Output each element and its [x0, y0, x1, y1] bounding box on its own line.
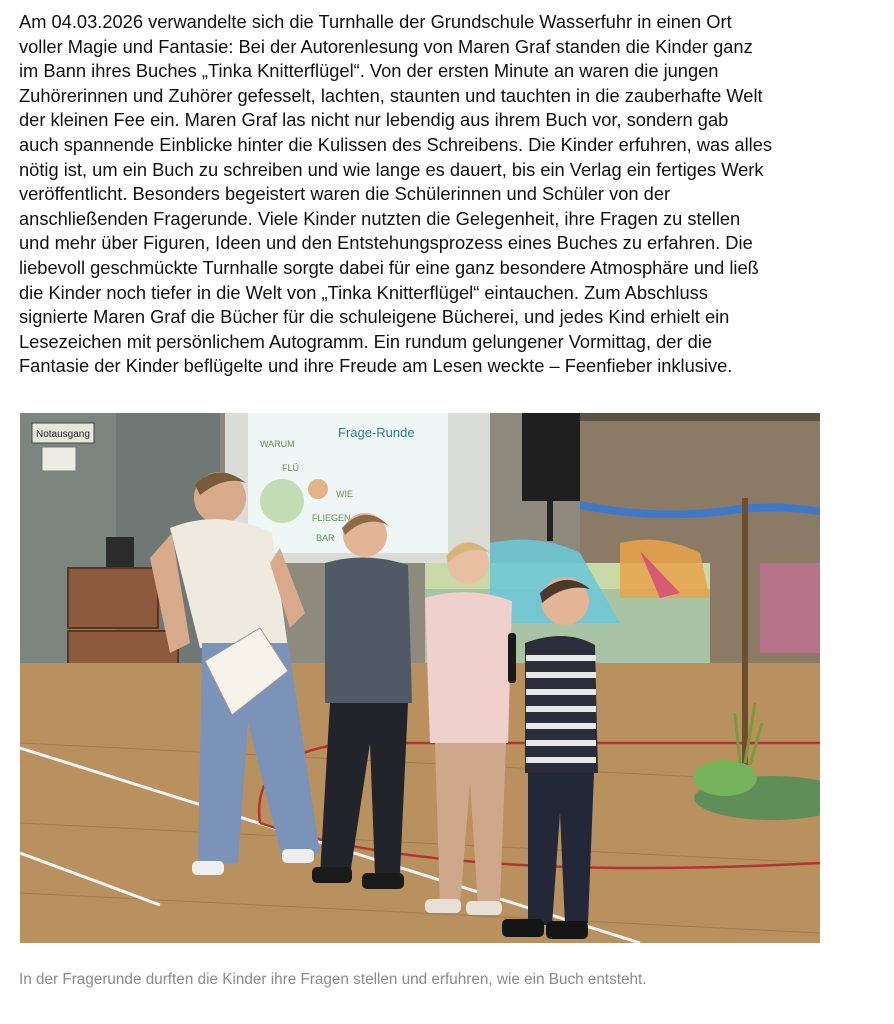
article-line: nötig ist, um ein Buch zu schreiben und wie lange es dauert, bis ein Verlag ein fertiges Werk [19, 158, 764, 180]
article-line: Zuhörerinnen und Zuhörer gefesselt, lachten, staunten und tauchten in die zauberhafte Welt [19, 84, 763, 106]
article-line: veröffentlicht. Besonders begeistert waren die Schülerinnen und Schüler von der [19, 183, 671, 205]
screen-word: FLIEGEN [312, 513, 351, 523]
screen-word: WIE [336, 489, 353, 499]
article-line: der kleinen Fee ein. Maren Graf las nicht nur lebendig aus ihrem Buch vor, sondern gab [19, 109, 729, 131]
article-line: auch spannende Einblicke hinter die Kulissen des Schreibens. Die Kinder erfuhren, was alles [19, 133, 773, 155]
event-photo [20, 413, 820, 943]
article-line: im Bann ihres Buches „Tinka Knitterflügel“. Von der ersten Minute an waren die jungen [19, 60, 719, 82]
article-line: anschließenden Fragerunde. Viele Kinder nutzten die Gelegenheit, ihre Fragen zu stellen [19, 207, 741, 229]
article-line: und mehr über Figuren, Ideen und den Entstehungsprozess eines Buches zu erfahren. Die [19, 232, 753, 254]
screen-word: BAR [316, 533, 335, 543]
article-body [19, 10, 879, 379]
article-line: Am 04.03.2026 verwandelte sich die Turnhalle der Grundschule Wasserfuhr in einen Ort [19, 11, 732, 32]
photo-caption: In der Fragerunde durften die Kinder ihre Fragen stellen und erfuhren, wie ein Buch entsteht. [19, 971, 647, 988]
article-line: Fantasie der Kinder beflügelte und ihre Freude am Lesen weckte – Feenfieber inklusive. [19, 355, 733, 377]
emergency-exit-sign: Notausgang [36, 429, 90, 440]
article-line: die Kinder noch tiefer in die Welt von „Tinka Knitterflügel“ eintauchen. Zum Abschluss [19, 281, 708, 303]
screen-word: FLÜ [282, 463, 300, 473]
article-line: liebevoll geschmückte Turnhalle sorgte dabei für eine ganz besondere Atmosphäre und ließ [19, 256, 759, 278]
screen-title: Frage-Runde [338, 425, 415, 440]
article-line: Lesezeichen mit persönlichem Autogramm. Ein rundum gelungener Vormittag, der die [19, 330, 713, 352]
article-line: voller Magie und Fantasie: Bei der Autorenlesung von Maren Graf standen die Kinder ganz [19, 35, 753, 57]
screen-word: WARUM [260, 439, 295, 449]
article-line: signierte Maren Graf die Bücher für die schuleigene Bücherei, und jedes Kind erhielt ein [19, 306, 730, 328]
